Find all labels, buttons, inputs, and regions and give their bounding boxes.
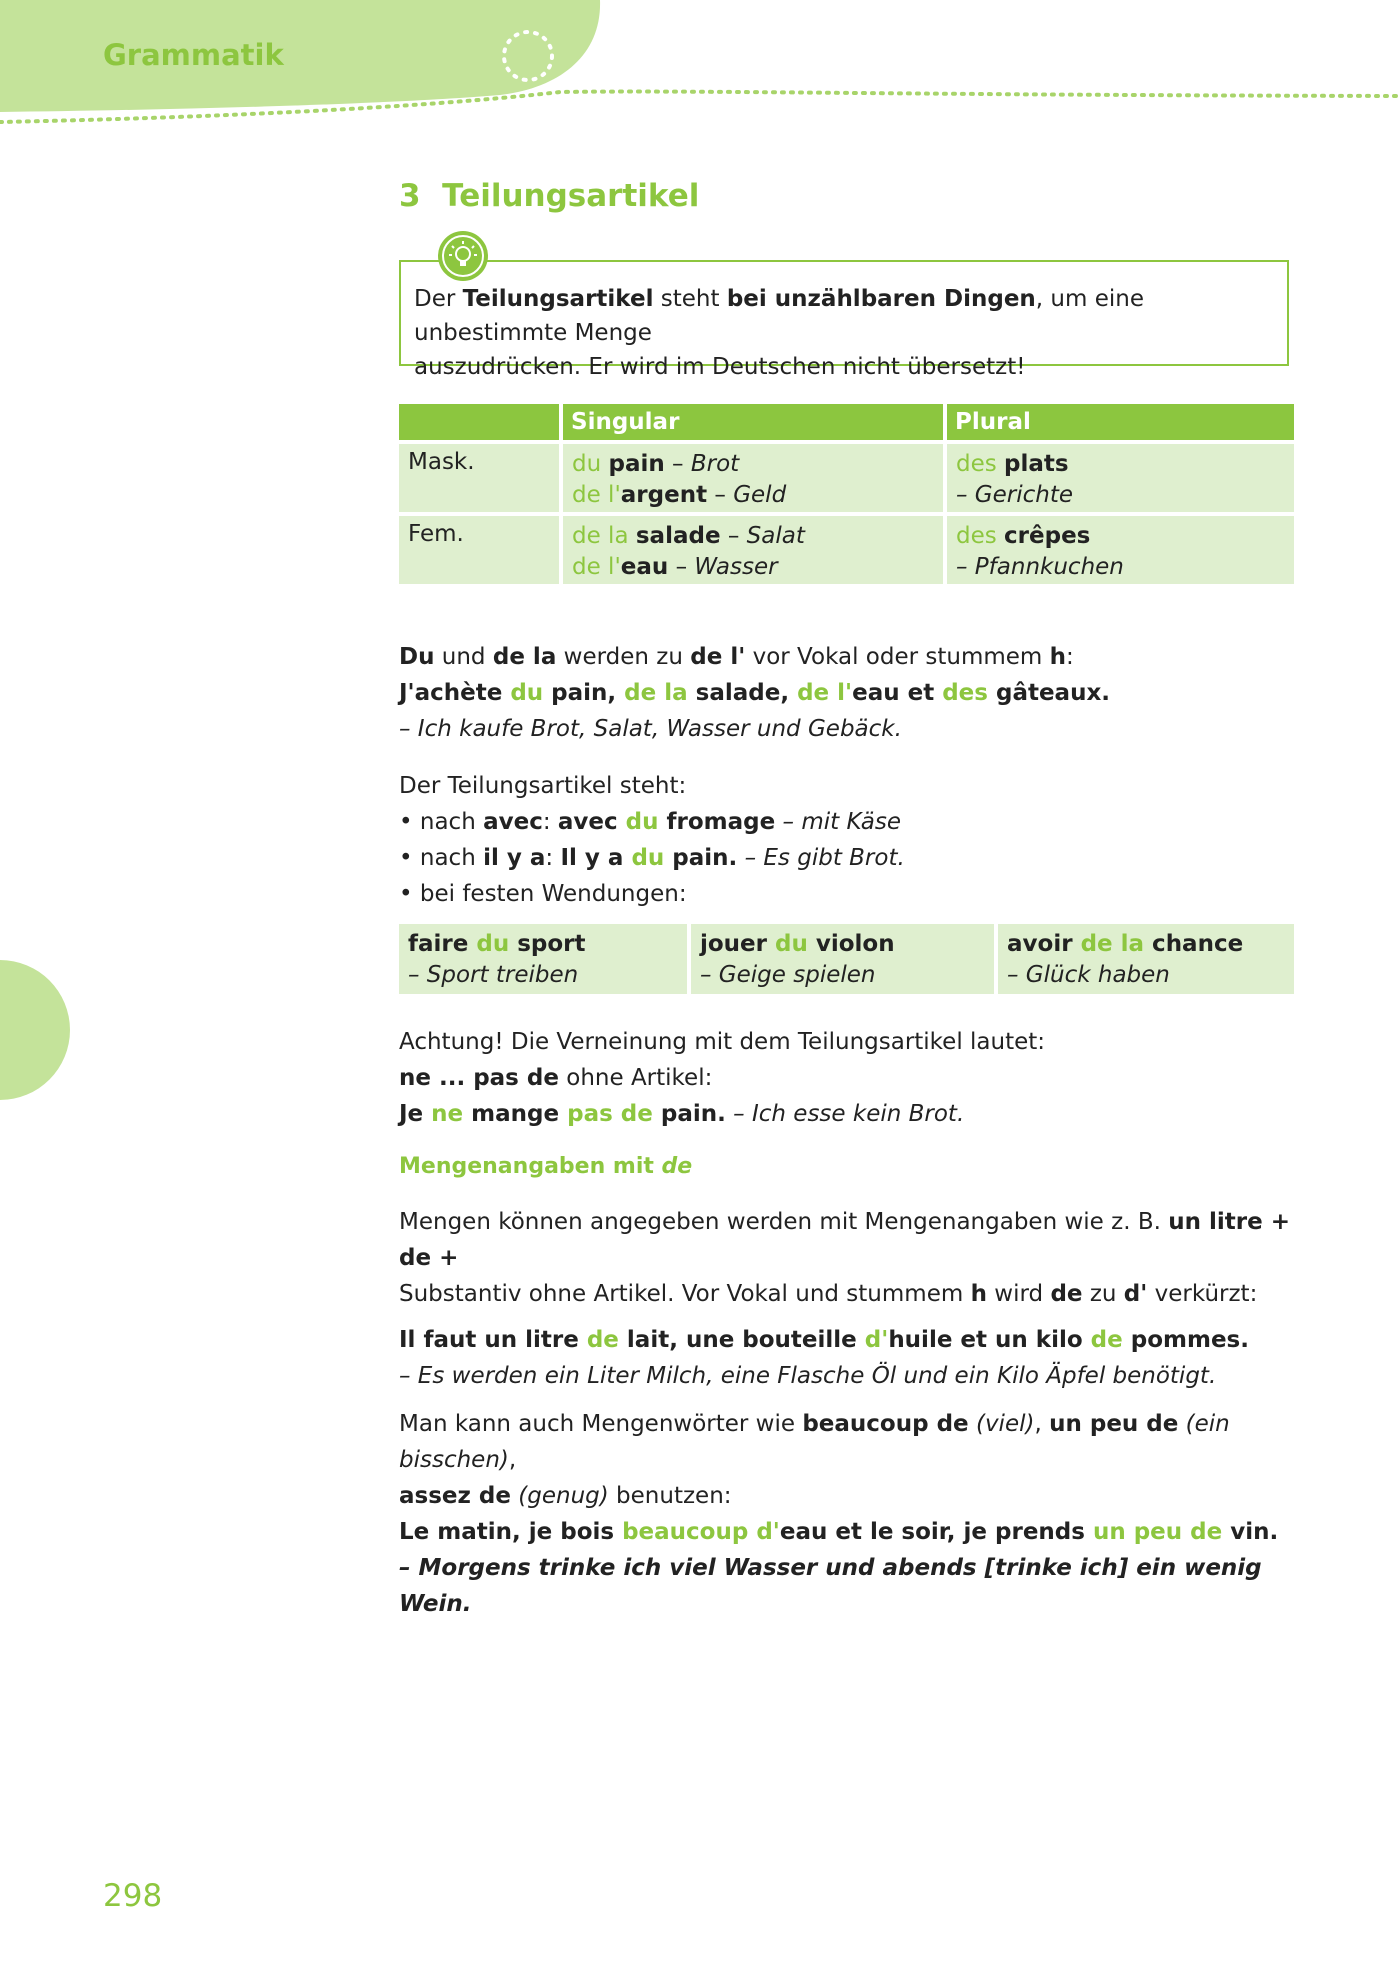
dash: – xyxy=(707,482,734,508)
text: ohne Artikel: xyxy=(558,1065,713,1091)
translation: – Es gibt Brot. xyxy=(737,845,905,871)
article: de la xyxy=(1080,931,1145,957)
term: avec xyxy=(557,809,626,835)
term: h xyxy=(1049,644,1066,670)
uses-bullet xyxy=(399,804,1299,840)
header-singular: Singular xyxy=(563,404,943,440)
text: Mengen können angegeben werden mit Mengenangaben wie z. B. xyxy=(399,1209,1169,1235)
gloss: (ein bisschen) xyxy=(399,1411,1230,1473)
phrase-table xyxy=(399,924,1294,994)
tip-text xyxy=(414,282,1274,384)
phrase-cell xyxy=(399,924,687,994)
translation: Geld xyxy=(733,482,787,508)
singular-cell xyxy=(563,516,943,584)
text: vin. xyxy=(1222,1519,1279,1545)
text: : xyxy=(542,809,558,835)
noun: crêpes xyxy=(1004,523,1091,549)
text: : xyxy=(545,845,561,871)
negation-word: pas de xyxy=(567,1101,653,1127)
phrase-translation: – Glück haben xyxy=(1007,962,1170,988)
quantities-block xyxy=(399,1204,1319,1394)
verb: avoir xyxy=(1007,931,1081,957)
plural-line xyxy=(956,449,1285,480)
page-number: 298 xyxy=(103,1878,163,1914)
translation: Salat xyxy=(746,523,805,549)
term: un peu de xyxy=(1049,1411,1179,1437)
noun: salade xyxy=(635,523,721,549)
verb: faire xyxy=(408,931,477,957)
lightbulb-icon xyxy=(437,230,489,282)
text: Man kann auch Mengenwörter wie xyxy=(399,1411,803,1437)
term: ne ... pas de xyxy=(399,1065,559,1091)
text: • nach xyxy=(399,809,484,835)
phrase-translation: – Sport treiben xyxy=(408,962,579,988)
quantity-words-example xyxy=(399,1514,1319,1550)
text: Il faut un litre xyxy=(399,1327,587,1353)
term: Il y a xyxy=(560,845,632,871)
quantities-line xyxy=(399,1204,1319,1276)
negation-word: ne xyxy=(431,1101,464,1127)
article: du xyxy=(572,451,602,477)
quantity-words-block xyxy=(399,1406,1319,1622)
text: salade, xyxy=(687,680,798,706)
term: Du xyxy=(399,644,435,670)
uses-bullet xyxy=(399,840,1299,876)
text: : xyxy=(1066,644,1074,670)
text: pain, xyxy=(543,680,625,706)
rule-line xyxy=(399,639,1299,675)
text: , xyxy=(1034,1411,1050,1437)
noun: pain xyxy=(608,451,665,477)
heading-title: Teilungsartikel xyxy=(442,178,700,214)
noun: chance xyxy=(1144,931,1244,957)
text: vor Vokal oder stummem xyxy=(745,644,1050,670)
singular-line xyxy=(572,480,934,511)
term: il y a xyxy=(483,845,546,871)
article: du xyxy=(775,931,808,957)
noun: eau xyxy=(620,554,669,580)
rule-block xyxy=(399,639,1299,747)
uses-intro: Der Teilungsartikel steht: xyxy=(399,773,687,799)
text: • nach xyxy=(399,845,484,871)
article: de la xyxy=(624,680,688,706)
translation: – Ich esse kein Brot. xyxy=(725,1101,965,1127)
text: eau et xyxy=(852,680,943,706)
article: de l' xyxy=(572,482,621,508)
term: fromage xyxy=(658,809,776,835)
noun: argent xyxy=(620,482,708,508)
article: de l' xyxy=(572,554,621,580)
article: de la xyxy=(572,523,629,549)
quantity-word: un peu de xyxy=(1092,1519,1223,1545)
noun: violon xyxy=(807,931,895,957)
article: des xyxy=(956,523,997,549)
phrase-cell xyxy=(998,924,1294,994)
term: h xyxy=(970,1281,987,1307)
tip-text-part: , um eine unbestimmte Menge xyxy=(414,286,1144,346)
plural-cell xyxy=(947,444,1294,512)
term: d' xyxy=(1123,1281,1148,1307)
translation: Wasser xyxy=(694,554,778,580)
term: de la xyxy=(492,644,557,670)
quantities-translation: – Es werden ein Liter Milch, eine Flasche Öl und ein Kilo Äpfel benötigt. xyxy=(399,1363,1217,1389)
article: du xyxy=(631,845,665,871)
dash: – xyxy=(664,451,691,477)
example-translation: – Ich kaufe Brot, Salat, Wasser und Gebäck. xyxy=(399,716,902,742)
tip-line-2: auszudrücken. Er wird im Deutschen nicht übersetzt! xyxy=(414,354,1026,380)
text: gâteaux. xyxy=(987,680,1111,706)
singular-line xyxy=(572,521,934,552)
row-label: Mask. xyxy=(399,444,559,512)
singular-line xyxy=(572,552,934,583)
section-label: Grammatik xyxy=(103,38,284,72)
tip-text-part: Der xyxy=(414,286,463,312)
text: mange xyxy=(463,1101,568,1127)
side-tab xyxy=(0,960,70,1100)
article-table xyxy=(399,404,1294,584)
article: de l' xyxy=(797,680,853,706)
quantities-example xyxy=(399,1322,1319,1358)
term: pain. xyxy=(664,845,738,871)
table-header-row xyxy=(399,404,1294,440)
tip-text-part: steht xyxy=(653,286,727,312)
header-plural: Plural xyxy=(947,404,1294,440)
tip-emphasis: bei unzählbaren Dingen xyxy=(726,286,1036,312)
plural-cell xyxy=(947,516,1294,584)
gloss: (viel) xyxy=(968,1411,1035,1437)
tip-line-1 xyxy=(414,282,1274,350)
noun: sport xyxy=(509,931,586,957)
dash: – xyxy=(668,554,695,580)
tip-term: Teilungsartikel xyxy=(462,286,654,312)
negation-block xyxy=(399,1024,1299,1132)
page-title xyxy=(399,178,699,214)
article: du xyxy=(625,809,659,835)
article: des xyxy=(942,680,988,706)
negation-rule xyxy=(399,1060,1299,1096)
text: werden zu xyxy=(556,644,691,670)
plural-translation: – Gerichte xyxy=(956,482,1074,508)
phrase-translation: – Geige spielen xyxy=(700,962,876,988)
text: huile et un kilo xyxy=(888,1327,1091,1353)
translation: – mit Käse xyxy=(775,809,901,835)
phrase xyxy=(1007,929,1285,960)
text: verkürzt: xyxy=(1147,1281,1258,1307)
phrase-cell xyxy=(691,924,994,994)
term: beaucoup de xyxy=(802,1411,969,1437)
verb: jouer xyxy=(700,931,776,957)
phrase xyxy=(700,929,985,960)
term: de l' xyxy=(690,644,746,670)
noun: plats xyxy=(1004,451,1069,477)
text: pommes. xyxy=(1122,1327,1249,1353)
text: wird xyxy=(986,1281,1051,1307)
uses-block xyxy=(399,768,1299,912)
text: , xyxy=(508,1447,517,1473)
plural-line xyxy=(956,521,1285,552)
quantity-words-translation: – Morgens trinke ich viel Wasser und abends [trinke ich] ein wenig Wein. xyxy=(399,1555,1262,1617)
uses-bullet: • bei festen Wendungen: xyxy=(399,881,687,907)
text: und xyxy=(434,644,493,670)
phrase xyxy=(408,929,678,960)
article: du xyxy=(476,931,510,957)
quantities-subheading xyxy=(399,1154,692,1179)
term: assez de xyxy=(399,1483,511,1509)
text: eau et le soir, je prends xyxy=(779,1519,1093,1545)
singular-cell xyxy=(563,444,943,512)
dash: – xyxy=(720,523,747,549)
text: Je xyxy=(399,1101,432,1127)
heading-number: 3 xyxy=(399,178,421,214)
article: des xyxy=(956,451,997,477)
article: de xyxy=(1090,1327,1123,1353)
negation-example xyxy=(399,1096,1299,1132)
text: lait, une bouteille xyxy=(618,1327,865,1353)
table-row xyxy=(399,516,1294,584)
text: Le matin, je bois xyxy=(399,1519,623,1545)
table-row xyxy=(399,444,1294,512)
quantity-words-line xyxy=(399,1478,1319,1514)
row-label: Fem. xyxy=(399,516,559,584)
article: de xyxy=(586,1327,619,1353)
translation: Brot xyxy=(690,451,740,477)
term: un litre + de + xyxy=(399,1209,1290,1271)
text: zu xyxy=(1082,1281,1124,1307)
article: du xyxy=(510,680,544,706)
subheading-italic: de xyxy=(661,1154,693,1179)
text: Substantiv ohne Artikel. Vor Vokal und stummem xyxy=(399,1281,971,1307)
header-empty-cell xyxy=(399,404,559,440)
text: benutzen: xyxy=(608,1483,732,1509)
quantity-words-line xyxy=(399,1406,1319,1478)
quantities-line xyxy=(399,1276,1319,1312)
text: J'achète xyxy=(399,680,511,706)
term: avec xyxy=(483,809,543,835)
quantity-word: beaucoup d' xyxy=(622,1519,780,1545)
text: pain. xyxy=(652,1101,726,1127)
singular-line xyxy=(572,449,934,480)
gloss: (genug) xyxy=(510,1483,609,1509)
negation-intro: Achtung! Die Verneinung mit dem Teilungsartikel lautet: xyxy=(399,1029,1046,1055)
plural-translation: – Pfannkuchen xyxy=(956,554,1124,580)
example-sentence xyxy=(399,675,1299,711)
article: d' xyxy=(864,1327,889,1353)
term: de xyxy=(1050,1281,1083,1307)
subheading-text: Mengenangaben mit xyxy=(399,1154,662,1179)
